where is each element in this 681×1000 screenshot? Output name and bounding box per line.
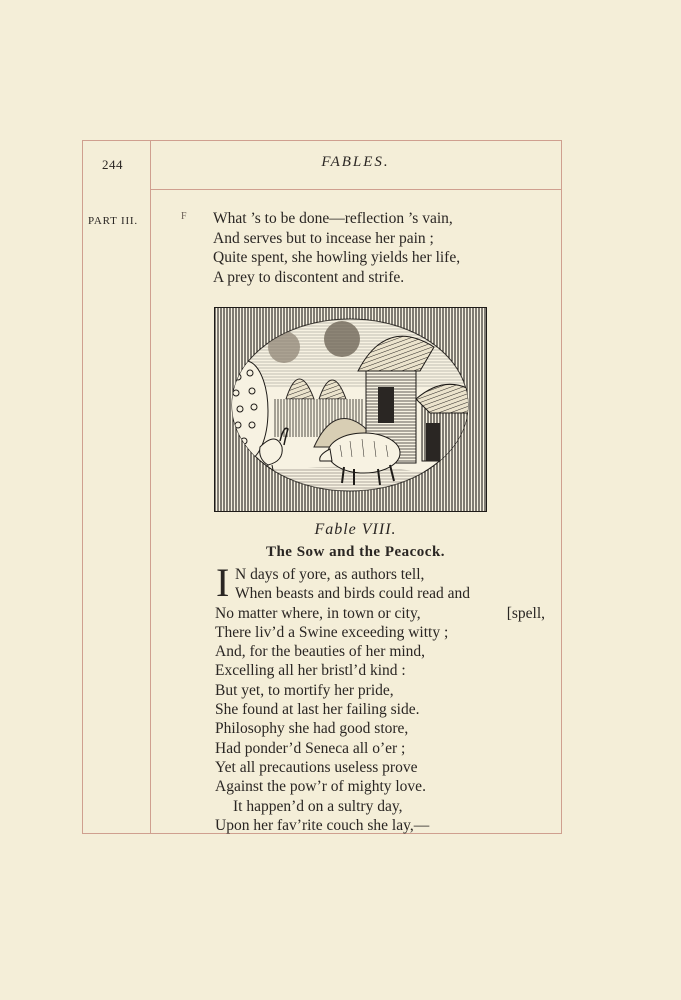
- part-label: PART III.: [88, 215, 138, 227]
- verse-line: And, for the beauties of her mind,: [215, 643, 426, 661]
- verse-line: And serves but to incease her pain ;: [213, 229, 434, 247]
- margin-rule: [150, 140, 151, 834]
- verse-line: It happen’d on a sultry day,: [233, 797, 403, 815]
- header-rule: [150, 189, 561, 190]
- verse-line: Upon her fav’rite couch she lay,—: [215, 816, 430, 834]
- drop-cap: I: [216, 560, 230, 605]
- verse-line: When beasts and birds could read and: [235, 585, 471, 603]
- verse-line: Yet all precautions useless prove: [215, 758, 418, 776]
- verse-line-with-turnover: [215, 604, 545, 623]
- verse-line: Had ponder’d Seneca all o’er ;: [215, 739, 406, 757]
- verse-line: There liv’d a Swine exceeding witty ;: [215, 623, 449, 641]
- running-head: FABLES.: [321, 154, 390, 170]
- sow-and-peacock-engraving: [214, 307, 487, 512]
- fable-title: Fable VIII.: [314, 521, 397, 538]
- closing-stanza: [213, 209, 460, 287]
- verse-line: But yet, to mortify her pride,: [215, 681, 394, 699]
- fable-text: [215, 560, 545, 835]
- turnover-word: [spell,: [506, 604, 545, 622]
- page-number: 244: [102, 157, 123, 172]
- verse-line: What ’s to be done—reflection ’s vain,: [213, 210, 453, 227]
- verse-line: Quite spent, she howling yields her life,: [213, 249, 461, 266]
- margin-mark: F: [181, 211, 187, 222]
- verse-line: No matter where, in town or city,: [215, 604, 421, 622]
- fable-subtitle: The Sow and the Peacock.: [265, 544, 446, 560]
- verse-line: She found at last her failing side.: [215, 701, 420, 719]
- verse-line: N days of yore, as authors tell,: [235, 566, 425, 583]
- verse-line: Excelling all her bristl’d kind :: [215, 662, 406, 680]
- verse-line: A prey to discontent and strife.: [213, 268, 405, 286]
- verse-line: Philosophy she had good store,: [215, 720, 409, 738]
- verse-line: Against the pow’r of mighty love.: [215, 778, 426, 796]
